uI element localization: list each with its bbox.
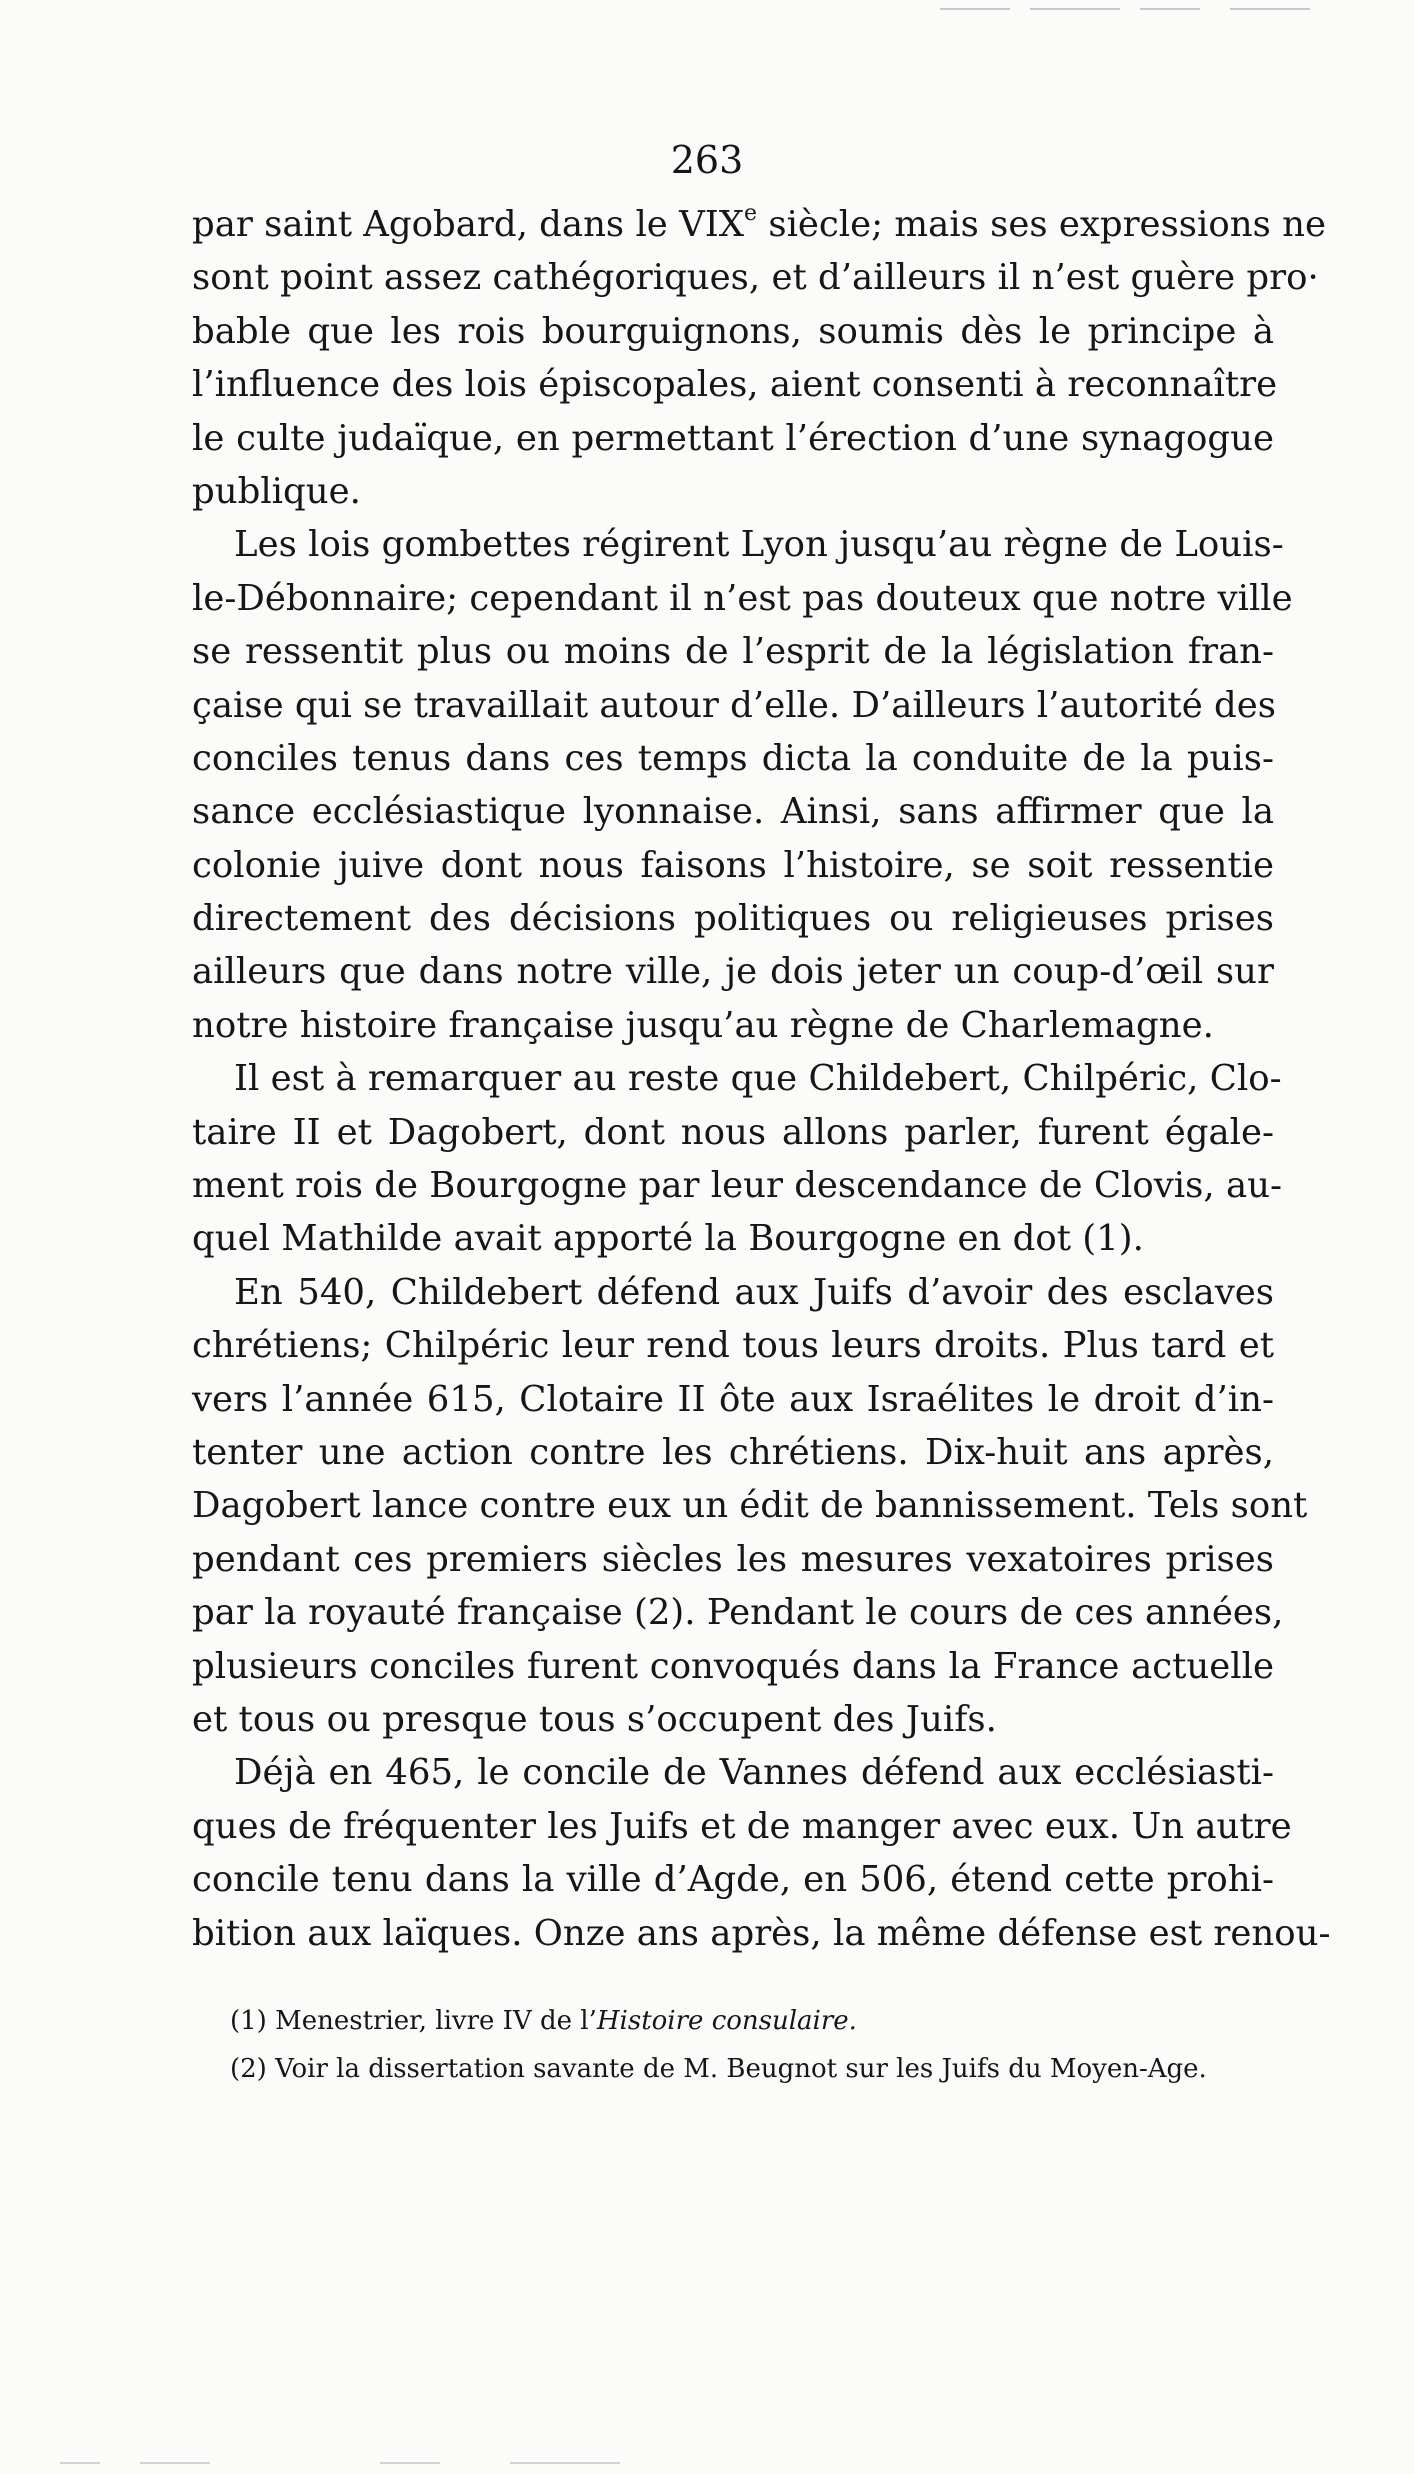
text-line: ment rois de Bourgogne par leur descendance de Clovis, au- bbox=[192, 1165, 1282, 1207]
scan-edge-mark bbox=[380, 2462, 440, 2464]
text-line: colonie juive dont nous faisons l’histoire, se soit ressentie bbox=[192, 844, 1274, 886]
footnote: (2) Voir la dissertation savante de M. Beugnot sur les Juifs du Moyen-Age. bbox=[230, 2054, 1207, 2084]
text-line: le-Débonnaire; cependant il n’est pas douteux que notre ville bbox=[192, 577, 1293, 619]
text-line: tenter une action contre les chrétiens. Dix-huit ans après, bbox=[192, 1431, 1274, 1473]
text-line: sance ecclésiastique lyonnaise. Ainsi, sans affirmer que la bbox=[192, 791, 1274, 833]
text-line: l’influence des lois épiscopales, aient consenti à reconnaître bbox=[192, 364, 1278, 406]
text-line: Les lois gombettes régirent Lyon jusqu’au règne de Louis- bbox=[234, 524, 1284, 566]
scan-edge-mark bbox=[140, 2462, 210, 2464]
text-line: chrétiens; Chilpéric leur rend tous leurs droits. Plus tard et bbox=[192, 1325, 1274, 1367]
text-line: par saint Agobard, dans le VIXe siècle; mais ses expressions ne bbox=[192, 201, 1326, 245]
footnote-number: (1) bbox=[230, 2006, 267, 2036]
text-line: Dagobert lance contre eux un édit de bannissement. Tels sont bbox=[192, 1485, 1308, 1527]
text-line: bable que les rois bourguignons, soumis dès le principe à bbox=[192, 310, 1274, 352]
text-line: publique. bbox=[192, 470, 361, 512]
footnotes bbox=[230, 1997, 1270, 2093]
page-number: 263 bbox=[670, 138, 744, 182]
footnote-number: (2) bbox=[230, 2054, 267, 2084]
text-line: par la royauté française (2). Pendant le cours de ces années, bbox=[192, 1592, 1284, 1634]
footnote: (1) Menestrier, livre IV de l’Histoire consulaire. bbox=[230, 2006, 857, 2036]
text-line: notre histoire française jusqu’au règne de Charlemagne. bbox=[192, 1004, 1214, 1046]
scan-edge-mark bbox=[60, 2462, 100, 2464]
body-text bbox=[192, 198, 1331, 1960]
text-line: quel Mathilde avait apporté la Bourgogne en dot (1). bbox=[192, 1218, 1144, 1260]
text-line: Déjà en 465, le concile de Vannes défend aux ecclésiasti- bbox=[234, 1752, 1274, 1794]
scan-edge-mark bbox=[510, 2462, 620, 2464]
text-line: conciles tenus dans ces temps dicta la conduite de la puis- bbox=[192, 737, 1274, 779]
scan-edge-mark bbox=[940, 8, 1010, 10]
text-line: directement des décisions politiques ou religieuses prises bbox=[192, 898, 1274, 940]
text-line: sont point assez cathégoriques, et d’ailleurs il n’est guère pro· bbox=[192, 257, 1319, 299]
text-line: se ressentit plus ou moins de l’esprit de la législation fran- bbox=[192, 631, 1274, 673]
text-line: ailleurs que dans notre ville, je dois jeter un coup-d’œil sur bbox=[192, 951, 1274, 993]
text-line: concile tenu dans la ville d’Agde, en 506, étend cette prohi- bbox=[192, 1859, 1274, 1901]
scan-edge-mark bbox=[1230, 8, 1310, 10]
text-line: En 540, Childebert défend aux Juifs d’avoir des esclaves bbox=[234, 1271, 1274, 1313]
text-line: le culte judaïque, en permettant l’érection d’une synagogue bbox=[192, 417, 1274, 459]
text-line: vers l’année 615, Clotaire II ôte aux Israélites le droit d’in- bbox=[192, 1378, 1274, 1420]
scan-edge-mark bbox=[1030, 8, 1120, 10]
text-line: taire II et Dagobert, dont nous allons parler, furent égale- bbox=[192, 1111, 1274, 1153]
text-line: plusieurs conciles furent convoqués dans la France actuelle bbox=[192, 1645, 1274, 1687]
text-line: Il est à remarquer au reste que Childebert, Chilpéric, Clo- bbox=[234, 1058, 1282, 1100]
text-line: pendant ces premiers siècles les mesures vexatoires prises bbox=[192, 1538, 1274, 1580]
text-line: bition aux laïques. Onze ans après, la même défense est renou- bbox=[192, 1912, 1331, 1954]
scan-edge-mark bbox=[1140, 8, 1200, 10]
text-line: ques de fréquenter les Juifs et de manger avec eux. Un autre bbox=[192, 1805, 1292, 1847]
text-line: çaise qui se travaillait autour d’elle. D’ailleurs l’autorité des bbox=[192, 684, 1276, 726]
text-line: et tous ou presque tous s’occupent des Juifs. bbox=[192, 1698, 997, 1740]
